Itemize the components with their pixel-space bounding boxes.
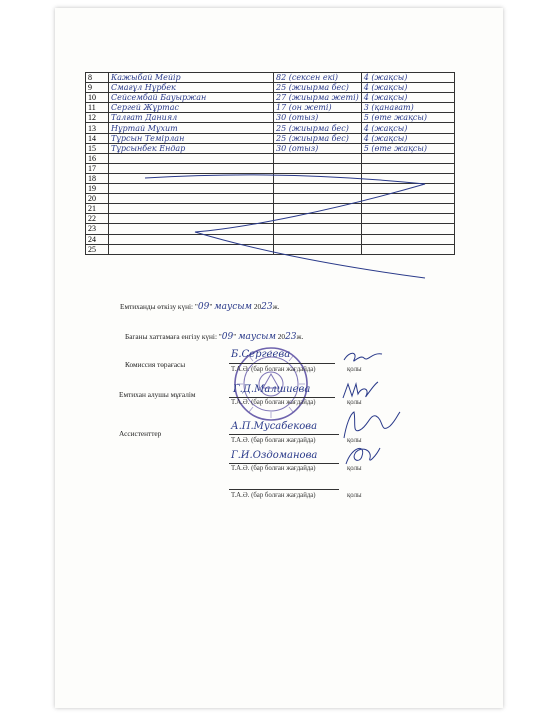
table-row	[86, 143, 455, 153]
table-row	[86, 133, 455, 143]
assistant1-signature	[340, 408, 402, 442]
blank-rows-strike	[135, 170, 435, 290]
grade-word-cell: 4 (жақсы)	[361, 93, 454, 103]
row-number: 13	[86, 123, 109, 133]
row-number: 21	[86, 204, 109, 214]
teacher-label: Емтихан алушы мұғалім	[119, 390, 196, 399]
row-number: 25	[86, 244, 109, 254]
student-name-cell: Сергей Жұртас	[109, 103, 274, 113]
assistant3-sign-label: қолы	[347, 492, 362, 499]
student-name-cell: Смағұл Нұрбек	[109, 83, 274, 93]
row-number: 20	[86, 194, 109, 204]
row-number: 11	[86, 103, 109, 113]
score-cell: 30 (отыз)	[274, 113, 362, 123]
commission-caption: Т.А.Ә. (бар болған жағдайда)	[231, 366, 316, 373]
row-number: 10	[86, 93, 109, 103]
commission-name-line	[229, 363, 335, 364]
student-name-cell: Кажыбай Мейір	[109, 73, 274, 83]
row-number: 17	[86, 163, 109, 173]
assistant3-name-line	[229, 489, 339, 490]
teacher-name: Г.Д.Малшиева	[233, 384, 311, 395]
row-number: 8	[86, 73, 109, 83]
table-row	[86, 113, 455, 123]
row-number: 19	[86, 184, 109, 194]
record-date-year: 23	[285, 332, 297, 342]
row-number: 24	[86, 234, 109, 244]
table-row	[86, 73, 455, 83]
score-cell: 25 (жиырма бес)	[274, 123, 362, 133]
exam-date-line: Емтиханды өткізу күні: "09" маусым 2023ж.	[120, 302, 280, 312]
grade-word-cell: 4 (жақсы)	[361, 83, 454, 93]
teacher-caption: Т.А.Ә. (бар болған жағдайда)	[231, 399, 316, 406]
exam-date-month: маусым	[214, 302, 253, 312]
assistant1-name-line	[229, 434, 339, 435]
teacher-signature	[340, 380, 380, 402]
record-date-month: маусым	[238, 332, 276, 342]
commission-name: Б.Сергеева	[231, 349, 291, 360]
row-number: 23	[86, 224, 109, 234]
score-cell: 30 (отыз)	[274, 143, 362, 153]
record-date-day: 09	[221, 332, 234, 342]
row-number: 9	[86, 83, 109, 93]
grade-word-cell: 4 (жақсы)	[361, 123, 454, 133]
student-name-cell: Талғат Даниял	[109, 113, 274, 123]
student-name-cell: Сейсембай Бауыржан	[109, 93, 274, 103]
row-number: 15	[86, 143, 109, 153]
grade-word-cell: 4 (жақсы)	[361, 73, 454, 83]
commission-signature	[342, 348, 384, 366]
student-name-cell	[109, 153, 274, 163]
assistant2-name: Г.И.Оздоманова	[231, 450, 318, 461]
student-name-cell: Тұрсынбек Ендар	[109, 143, 274, 153]
assistant1-caption: Т.А.Ә. (бар болған жағдайда)	[231, 437, 316, 444]
grade-word-cell: 3 (қанағат)	[361, 103, 454, 113]
commission-sign-label: қолы	[347, 366, 362, 373]
assistant2-sign-label: қолы	[347, 465, 362, 472]
score-cell: 17 (он жеті)	[274, 103, 362, 113]
assistant2-signature	[342, 442, 382, 468]
score-cell: 25 (жиырма бес)	[274, 83, 362, 93]
score-cell	[274, 153, 362, 163]
teacher-sign-label: қолы	[347, 399, 362, 406]
row-number: 22	[86, 214, 109, 224]
table-row	[86, 153, 455, 163]
row-number: 16	[86, 153, 109, 163]
grade-word-cell: 4 (жақсы)	[361, 133, 454, 143]
assistant3-caption: Т.А.Ә. (бар болған жағдайда)	[231, 492, 316, 499]
assistants-label: Ассистенттер	[119, 429, 162, 438]
assistant1-name: А.П.Мусабекова	[231, 421, 318, 432]
score-cell: 27 (жиырма жеті)	[274, 93, 362, 103]
document-sheet	[55, 8, 503, 708]
assistant2-caption: Т.А.Ә. (бар болған жағдайда)	[231, 465, 316, 472]
score-cell: 82 (сексен екі)	[274, 73, 362, 83]
grade-word-cell	[361, 153, 454, 163]
record-date-line: Баганы хаттамаға енгізу күні: "09" маусым 2023ж.	[125, 332, 304, 342]
assistant1-sign-label: қолы	[347, 437, 362, 444]
table-row	[86, 103, 455, 113]
score-cell: 25 (жиырма бес)	[274, 133, 362, 143]
table-row	[86, 93, 455, 103]
row-number: 12	[86, 113, 109, 123]
table-row	[86, 83, 455, 93]
strike-line	[145, 175, 425, 278]
assistant2-name-line	[229, 463, 339, 464]
row-number: 14	[86, 133, 109, 143]
row-number: 18	[86, 173, 109, 183]
exam-date-year: 23	[261, 302, 273, 312]
grade-word-cell: 5 (өте жақсы)	[361, 113, 454, 123]
table-row	[86, 123, 455, 133]
student-name-cell: Нұртай Мұхит	[109, 123, 274, 133]
student-name-cell: Тұрсын Темірлан	[109, 133, 274, 143]
exam-date-day: 09	[197, 302, 210, 312]
grade-word-cell: 5 (өте жақсы)	[361, 143, 454, 153]
commission-label: Комиссия төрағасы	[125, 360, 186, 369]
teacher-name-line	[229, 397, 335, 398]
